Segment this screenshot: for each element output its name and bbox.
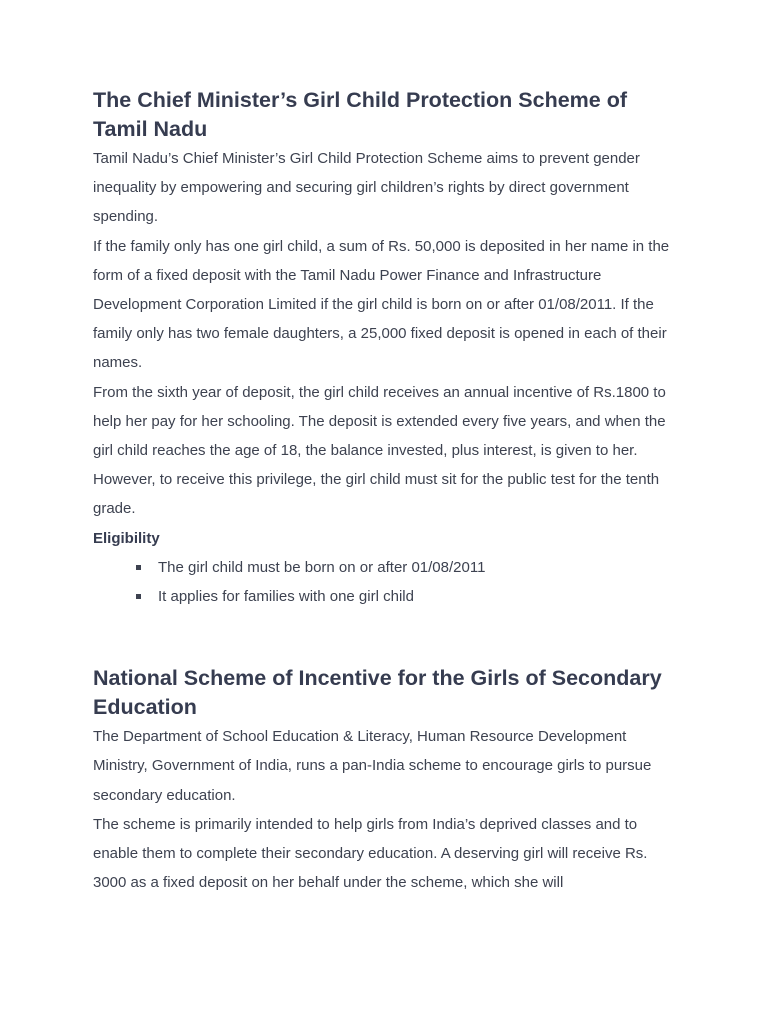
list-item	[93, 553, 683, 582]
paragraph-tn-deposit: If the family only has one girl child, a sum of Rs. 50,000 is deposited in her name in the form of a fixed deposit with the Tamil Nadu Power Finance and Infrastructure Development Corporation Limited if the girl child is born on or after 01/08/2011. If the family only has two female daughters, a 25,000 fixed deposit is opened in each of their names.	[93, 237, 670, 372]
section-national-scheme	[93, 664, 683, 897]
eligibility-list	[93, 553, 683, 611]
list-item	[93, 582, 683, 611]
paragraph-tn-intro: Tamil Nadu’s Chief Minister’s Girl Child Protection Scheme aims to prevent gender inequality by empowering and securing girl children’s rights by direct government spending.	[93, 150, 640, 226]
section-title-tn-scheme: The Chief Minister’s Girl Child Protection Scheme of Tamil Nadu	[93, 88, 627, 141]
square-bullet-icon	[136, 565, 141, 570]
paragraph-national-intro: The Department of School Education & Literacy, Human Resource Development Ministry, Government of India, runs a pan-India scheme to encourage girls to pursue secondary education.	[93, 728, 652, 804]
paragraph-tn-incentive: From the sixth year of deposit, the girl child receives an annual incentive of Rs.1800 to help her pay for her schooling. The deposit is extended every five years, and when the girl child reaches the age of 18, the balance invested, plus interest, is given to her. However, to receive this privilege, the girl child must sit for the public test for the tenth grade.	[93, 383, 666, 518]
list-item-text: The girl child must be born on or after 01/08/2011	[158, 558, 486, 576]
section-title-national-scheme: National Scheme of Incentive for the Girls of Secondary Education	[93, 666, 662, 720]
list-item-text: It applies for families with one girl child	[158, 588, 414, 606]
eligibility-heading: Eligibility	[93, 529, 160, 547]
square-bullet-icon	[136, 594, 141, 599]
document-page	[93, 86, 683, 897]
paragraph-national-purpose: The scheme is primarily intended to help girls from India’s deprived classes and to enable them to complete their secondary education. A deserving girl will receive Rs. 3000 as a fixed deposit on her behalf under the scheme, which she will	[93, 815, 648, 892]
